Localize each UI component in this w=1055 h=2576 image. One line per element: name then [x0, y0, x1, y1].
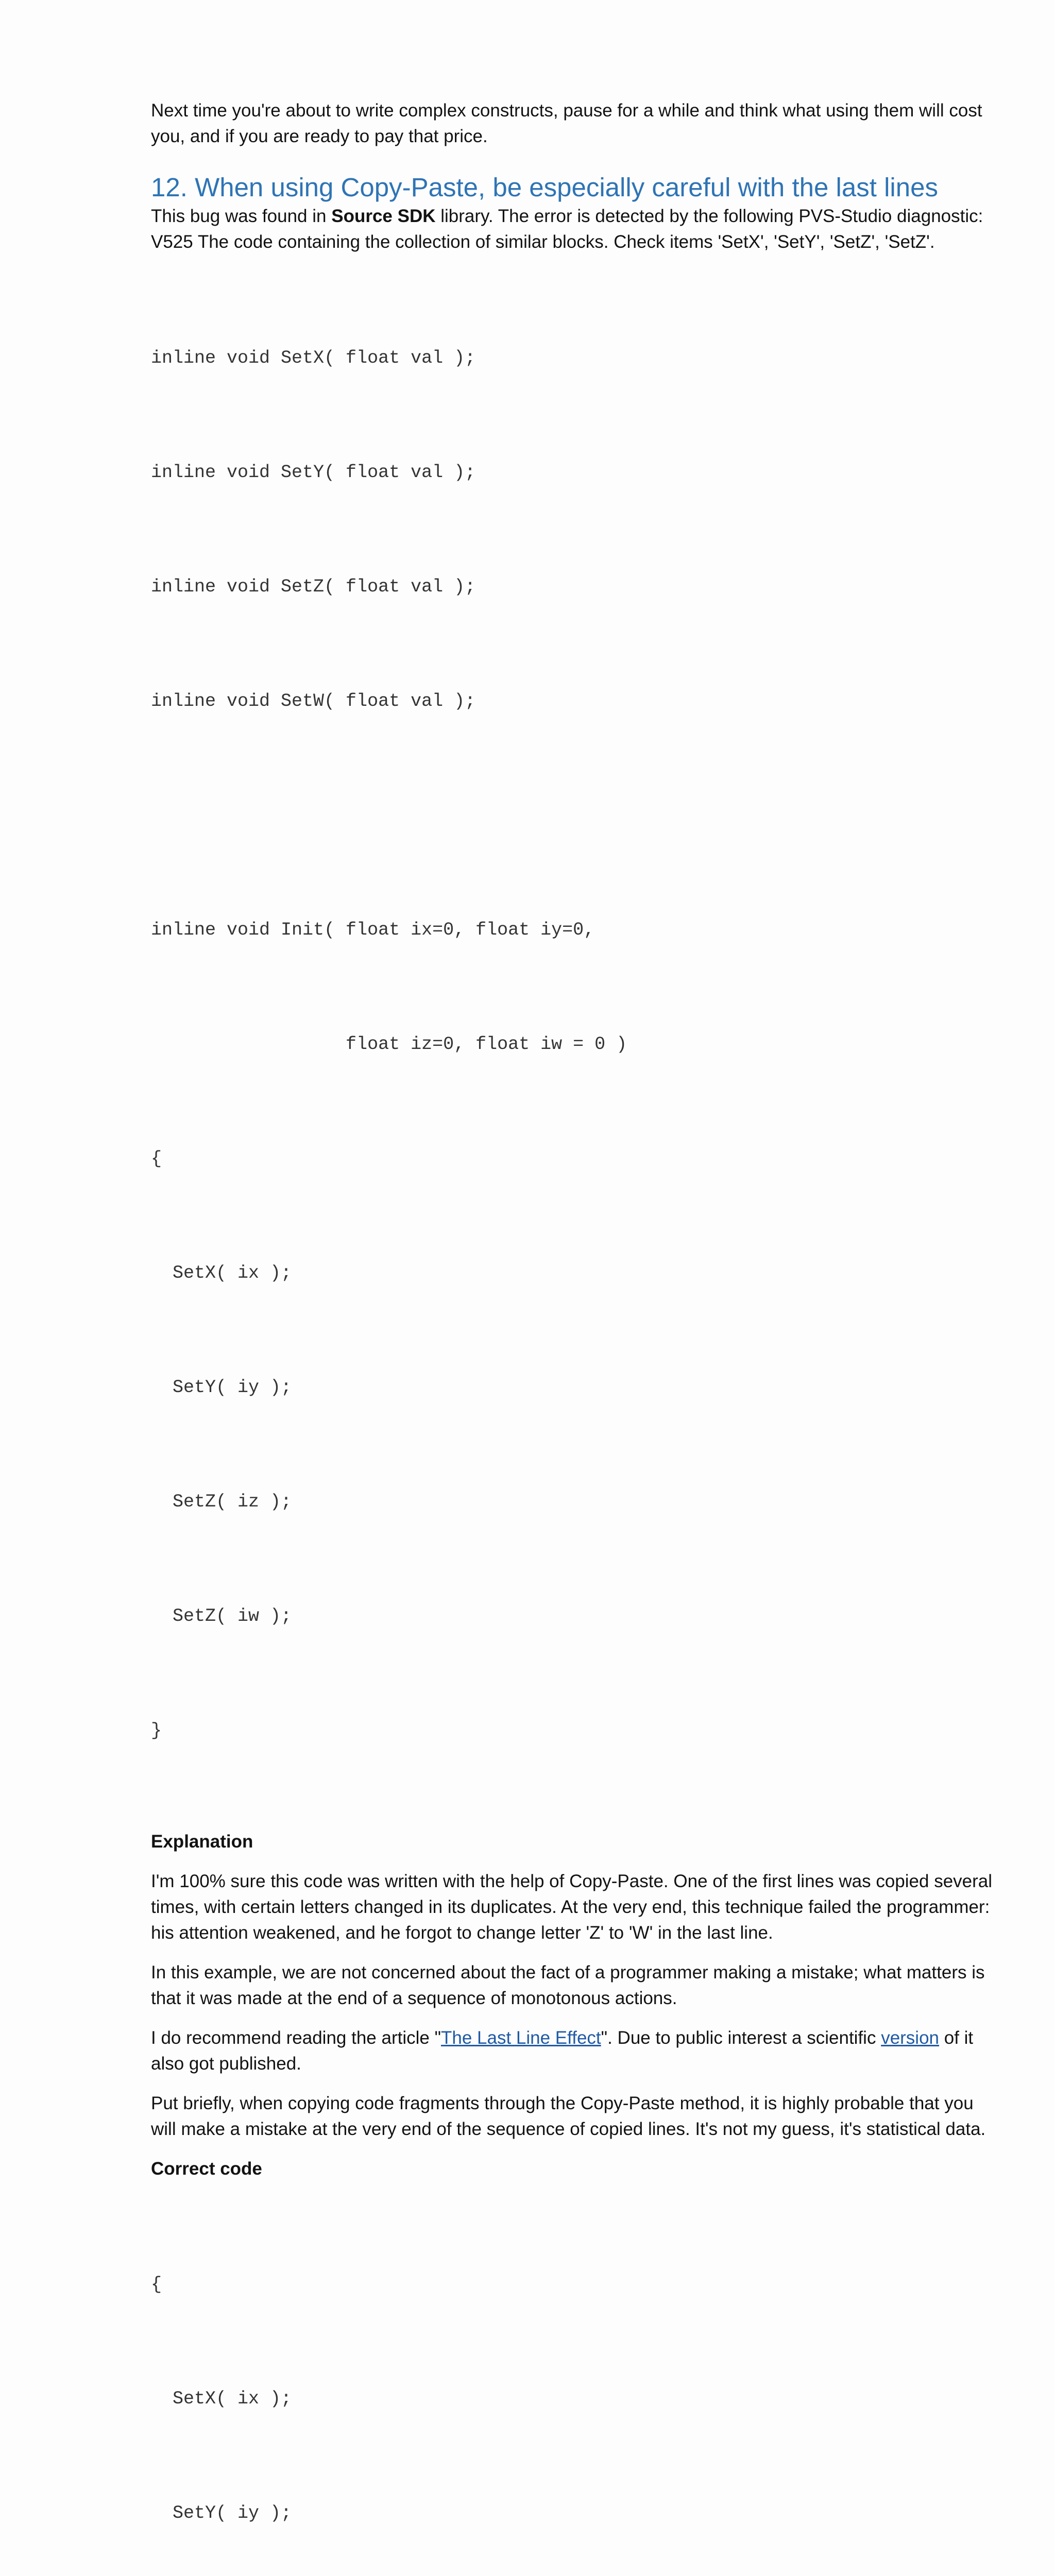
last-line-effect-link[interactable]: The Last Line Effect	[441, 2028, 601, 2048]
bug-prefix: This bug was found in	[151, 206, 332, 226]
code-line: inline void SetW( float val );	[151, 691, 476, 711]
code-block-correct	[151, 2189, 996, 2576]
article-suffix: of it also got published.	[151, 2028, 974, 2074]
article-prefix: I do recommend reading the article "	[151, 2028, 441, 2048]
code-line: SetX( ix );	[151, 2388, 292, 2409]
code-line: inline void Init( float ix=0, float iy=0,	[151, 920, 595, 940]
code-line: SetZ( iw );	[151, 1606, 292, 1626]
code-line: inline void SetY( float val );	[151, 462, 476, 483]
explanation-paragraph-1: I'm 100% sure this code was written with the help of Copy-Paste. One of the first lines was copied several times, with certain letters changed in its duplicates. At the very end, this technique failed the programmer: his attention weakened, and he forgot to change letter 'Z' to 'W' in the last line.	[151, 1871, 993, 1943]
code-line: {	[151, 2274, 162, 2295]
article-middle: ". Due to public interest a scientific	[601, 2028, 881, 2048]
intro-paragraph: Next time you're about to write complex constructs, pause for a while and think what using them will cost you, and if you are ready to pay that price.	[151, 100, 982, 146]
article-paragraph	[151, 2025, 996, 2077]
bug-library: Source SDK	[331, 206, 436, 226]
explanation-label: Explanation	[151, 1832, 253, 1852]
code-line: SetY( iy );	[151, 2503, 292, 2523]
code-line: SetY( iy );	[151, 1377, 292, 1398]
code-line: SetX( ix );	[151, 1263, 292, 1283]
code-line: SetZ( iz );	[151, 1492, 292, 1512]
section-heading: 12. When using Copy-Paste, be especially careful with the last lines	[151, 173, 938, 202]
bug-suffix: library. The error is detected by the following PVS-Studio diagnostic: V525 The code containing the collection of similar blocks. Check items 'SetX', 'SetY', 'SetZ', 'SetZ'.	[151, 206, 983, 252]
code-block-setters	[151, 263, 996, 1826]
code-line: inline void SetZ( float val );	[151, 577, 476, 597]
summary-paragraph: Put briefly, when copying code fragments through the Copy-Paste method, it is highly probable that you will make a mistake at the very end of the sequence of copied lines. It's not my guess, it's statistical data.	[151, 2093, 986, 2139]
version-link[interactable]: version	[881, 2028, 940, 2048]
code-line: {	[151, 1148, 162, 1169]
document-page	[151, 98, 996, 2576]
bug-paragraph	[151, 204, 996, 255]
code-line: }	[151, 1720, 162, 1741]
code-blank-line	[151, 796, 996, 835]
explanation-paragraph-2: In this example, we are not concerned about the fact of a programmer making a mistake; what matters is that it was made at the end of a sequence of monotonous actions.	[151, 1962, 985, 2008]
code-line: float iz=0, float iw = 0 )	[151, 1034, 627, 1055]
code-line: inline void SetX( float val );	[151, 348, 476, 368]
correct-code-label: Correct code	[151, 2159, 262, 2179]
